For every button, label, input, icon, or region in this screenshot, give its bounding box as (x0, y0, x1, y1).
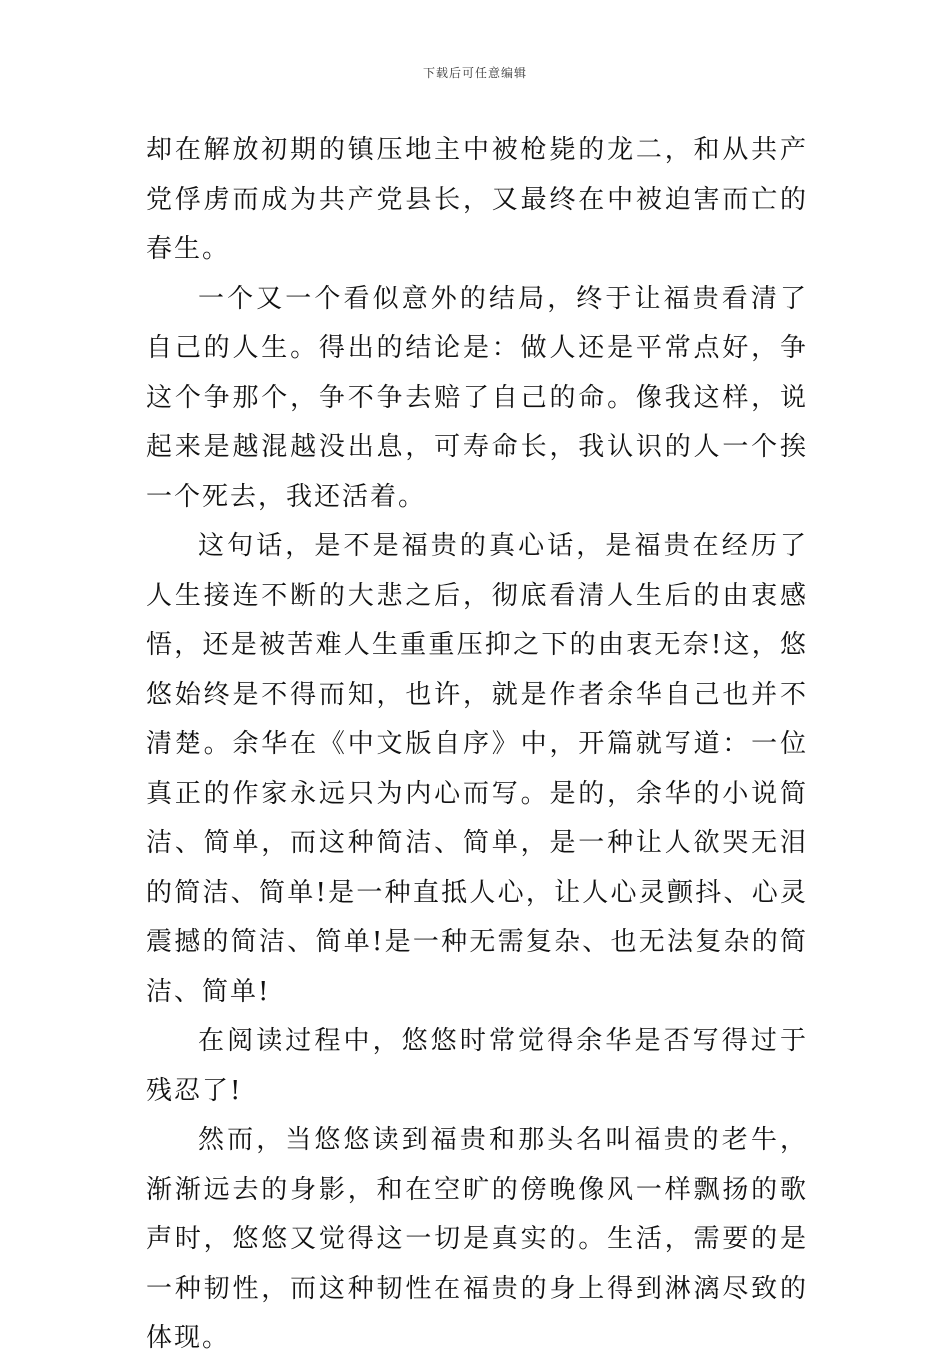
header-note: 下载后可任意编辑 (422, 66, 527, 80)
document-body (146, 126, 808, 1364)
paragraph-1: 却在解放初期的镇压地主中被枪毙的龙二，和从共产党俘虏而成为共产党县长，又最终在中被迫害而亡的春生。 (146, 135, 808, 264)
paragraph-3: 这句话，是不是福贵的真心话，是福贵在经历了人生接连不断的大悲之后，彻底看清人生后的由衷感悟，还是被苦难人生重重压抑之下的由衷无奈!这，悠悠始终是不得而知，也许，就是作者余华自己也并不清楚。余华在《中文版自序》中，开篇就写道：一位真正的作家永远只为内心而写。是的，余华的小说简洁、简单，而这种简洁、简单，是一种让人欲哭无泪的简洁、简单!是一种直抵人心，让人心灵颤抖、心灵震撼的简洁、简单!是一种无需复杂、也无法复杂的简洁、简单! (146, 531, 808, 1007)
paragraph-5: 然而，当悠悠读到福贵和那头名叫福贵的老牛，渐渐远去的身影，和在空旷的傍晚像风一样飘扬的歌声时，悠悠又觉得这一切是真实的。生活，需要的是一种韧性，而这种韧性在福贵的身上得到淋漓尽致的体现。 (146, 1125, 808, 1353)
paragraph-2: 一个又一个看似意外的结局，终于让福贵看清了自己的人生。得出的结论是：做人还是平常点好，争这个争那个，争不争去赔了自己的命。像我这样，说起来是越混越没出息，可寿命长，我认识的人一个挨一个死去，我还活着。 (146, 283, 808, 512)
paragraph-4: 在阅读过程中，悠悠时常觉得余华是否写得过于残忍了! (146, 1026, 808, 1106)
